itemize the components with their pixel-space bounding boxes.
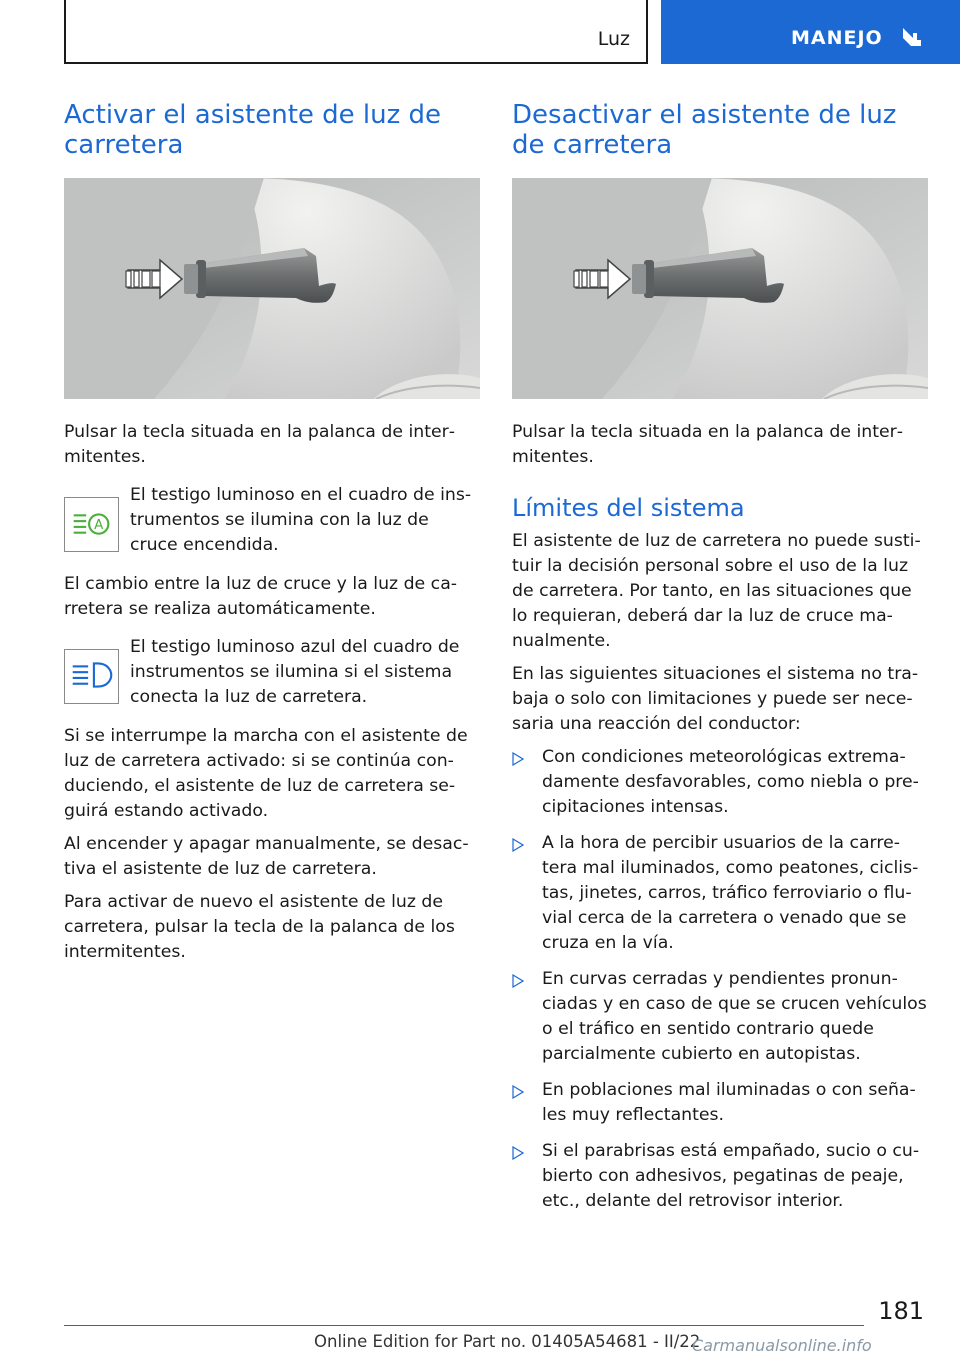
bullet-text: Con condiciones meteorológicas extremadamente desfavorables, como niebla o precipitaciones intensas. (542, 747, 919, 817)
activate-instruction: Pulsar la tecla situada en la palanca de intermitentes. (64, 422, 455, 467)
indicator-high-beam-text: El testigo luminoso azul del cuadro de instrumentos se ilumina si el sistema conecta la luz de carretera. (130, 637, 460, 707)
left-column (64, 100, 480, 965)
header-section-box (64, 0, 648, 64)
reactivate-paragraph: Para activar de nuevo el asistente de luz de carretera, pulsar la tecla de la palanca de los intermitentes. (64, 892, 455, 962)
footer-divider (64, 1325, 864, 1326)
indicator-row-low-beam (64, 483, 480, 558)
footer-edition: Online Edition for Part no. 01405A54681 - II/22 (314, 1332, 701, 1351)
deactivate-section-title: Desactivar el asistente de luz de carretera (512, 100, 897, 160)
bullet-text: Si el parabrisas está empañado, sucio o cubierto con adhesivos, pegatinas de peaje, etc., delante del retrovisor interior. (542, 1141, 920, 1211)
limits-situations-paragraph: En las siguientes situaciones el sistema no trabaja o solo con limitaciones y puede ser necesaria una reacción del conductor: (512, 664, 919, 734)
turn-signal-lever-figure (64, 178, 480, 399)
limits-bullet-list (512, 745, 928, 1214)
header-chapter-tab (661, 0, 960, 64)
steering-hand-icon (899, 24, 925, 50)
page-number: 181 (878, 1297, 924, 1325)
system-limits-title: Límites del sistema (512, 494, 745, 522)
interruption-paragraph: Si se interrumpe la marcha con el asistente de luz de carretera activado: si se continúa conduciendo, el asistente de luz de carretera seguirá estando activado. (64, 726, 468, 821)
triangle-bullet-icon (512, 1146, 524, 1160)
deactivate-instruction: Pulsar la tecla situada en la palanca de intermitentes. (512, 422, 903, 467)
triangle-bullet-icon (512, 838, 524, 852)
triangle-bullet-icon (512, 974, 524, 988)
bullet-text: En curvas cerradas y pendientes pronunciadas y en caso de que se crucen vehículos o el tráfico en sentido contrario quede parcialmente cubierto en autopistas. (542, 969, 927, 1064)
manual-deactivate-paragraph: Al encender y apagar manualmente, se desactiva el asistente de luz de carretera. (64, 834, 469, 879)
list-item (512, 831, 928, 956)
turn-signal-lever-figure-2 (512, 178, 928, 399)
bullet-text: En poblaciones mal iluminadas o con señales muy reflectantes. (542, 1080, 916, 1125)
high-beam-assistant-green-icon (64, 497, 119, 552)
indicator-row-high-beam (64, 635, 480, 710)
high-beam-blue-icon (64, 649, 119, 704)
activate-section-title: Activar el asistente de luz de carretera (64, 100, 442, 160)
triangle-bullet-icon (512, 752, 524, 766)
list-item (512, 1139, 928, 1214)
svg-text:A: A (94, 516, 104, 533)
header-section-title: Luz (597, 28, 630, 50)
triangle-bullet-icon (512, 1085, 524, 1099)
right-column (512, 100, 928, 1225)
list-item (512, 1078, 928, 1128)
watermark: Carmanualsonline.info (692, 1336, 872, 1355)
switching-paragraph: El cambio entre la luz de cruce y la luz de carretera se realiza automáticamente. (64, 574, 458, 619)
limits-intro-paragraph: El asistente de luz de carretera no puede sustituir la decisión personal sobre el uso de la luz de carretera. Por tanto, en las situaciones que lo requieran, deberá dar la luz de cruce manualmente. (512, 531, 921, 651)
header-chapter-label: MANEJO (791, 27, 883, 49)
list-item (512, 967, 928, 1067)
indicator-low-beam-text: El testigo luminoso en el cuadro de instrumentos se ilumina con la luz de cruce encendida. (130, 485, 472, 555)
list-item (512, 745, 928, 820)
bullet-text: A la hora de percibir usuarios de la carretera mal iluminados, como peatones, ciclistas, jinetes, carros, tráfico ferroviario o fluvial cerca de la carretera o venado que se cruza en la vía. (542, 833, 919, 953)
